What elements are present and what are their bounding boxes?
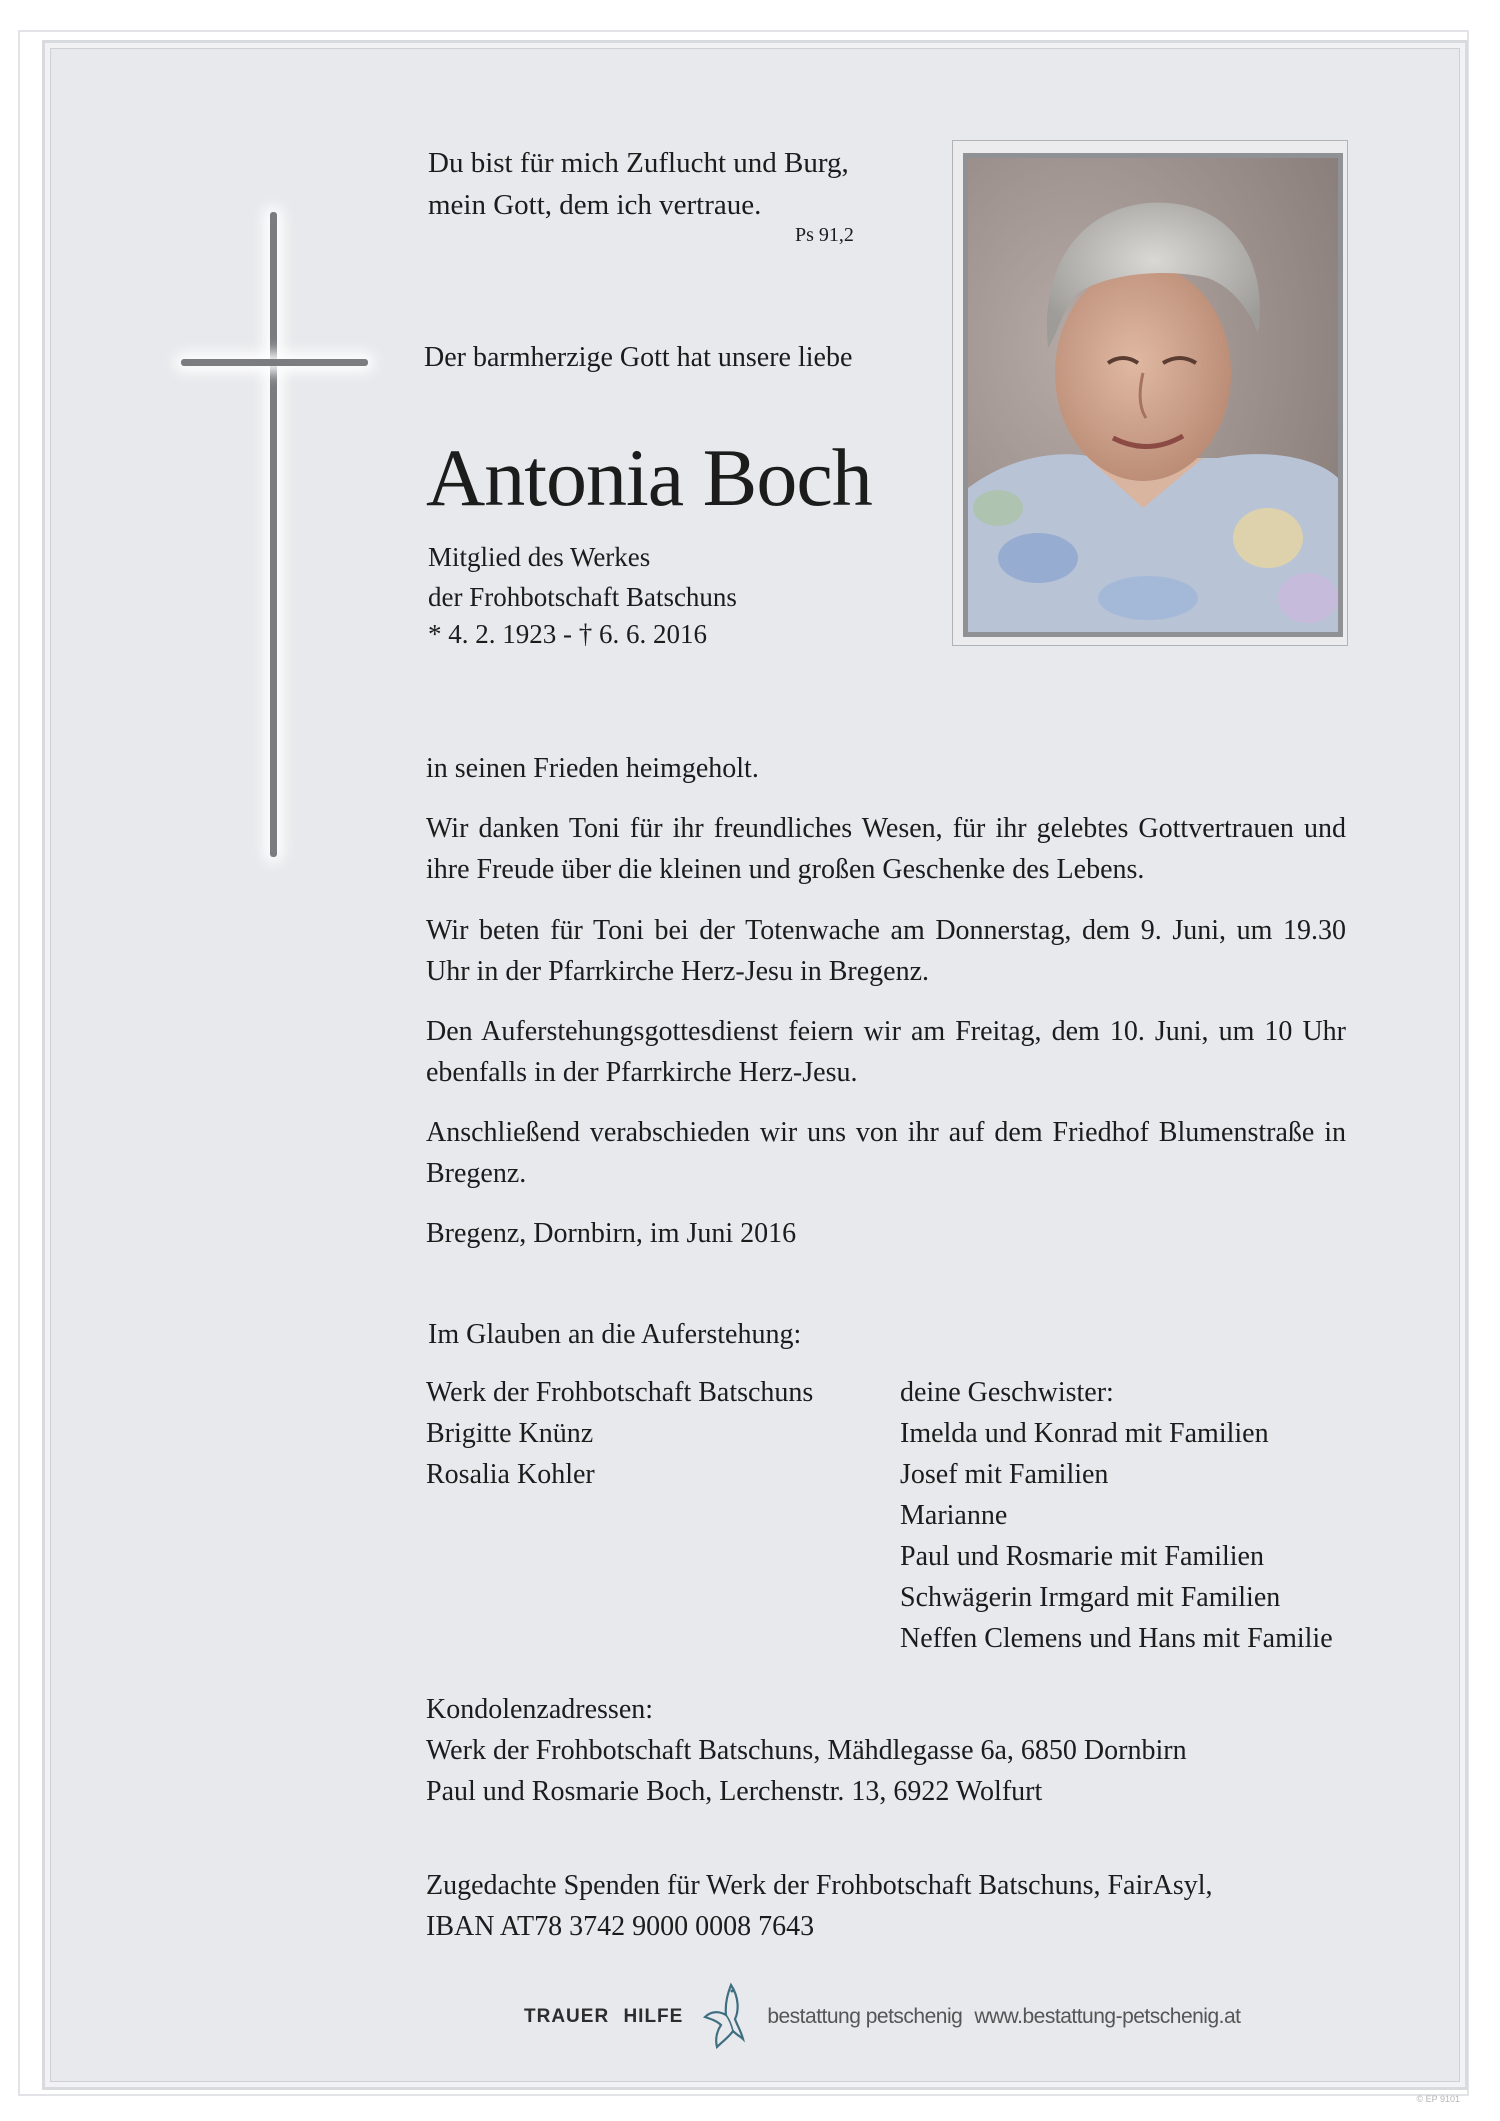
paragraph: Den Auferstehungsgottesdienst feiern wir am Freitag, dem 10. Juni, um 10 Uhr ebenfalls in der Pfarrkirche Herz-Jesu. (426, 1016, 1346, 1088)
company-url: www.bestattung-petschenig.at (974, 2005, 1241, 2028)
affiliation-line: der Frohbotschaft Batschuns (428, 582, 737, 612)
mourners-heading: Im Glauben an die Auferstehung: (428, 1319, 802, 1350)
intro-text: Der barmherzige Gott hat unsere liebe (424, 342, 853, 373)
footer (524, 1980, 1241, 2054)
mourner-entry: Neffen Clemens und Hans mit Familie (900, 1623, 1333, 1654)
paragraph: Anschließend verabschieden wir uns von ihr auf dem Friedhof Blumenstraße in Bregenz. (426, 1117, 1346, 1189)
portrait-frame (952, 140, 1348, 646)
mourner-entry: Brigitte Knünz (426, 1418, 594, 1449)
trauerhilfe-brand: TRAUER HILFE (524, 2006, 684, 2027)
condolence-addresses (426, 1689, 1187, 1812)
bible-quote (428, 142, 849, 226)
deceased-name: Antonia Boch (426, 432, 872, 523)
affiliation (428, 537, 737, 617)
mourner-entry: Paul und Rosmarie mit Familien (900, 1541, 1264, 1572)
company-name: bestattung petschenig (767, 2005, 963, 2028)
life-dates: * 4. 2. 1923 - † 6. 6. 2016 (428, 619, 707, 649)
mourner-entry: Josef mit Familien (900, 1459, 1109, 1490)
portrait-illustration (968, 158, 1338, 632)
mourners-left-column (426, 1372, 813, 1495)
paragraph: in seinen Frieden heimgeholt. (426, 753, 759, 784)
affiliation-line: Mitglied des Werkes (428, 542, 651, 572)
cross-icon-bar (181, 359, 368, 366)
paragraph: Wir danken Toni für ihr freundliches Wesen, für ihr gelebtes Gottvertrauen und ihre Freude über die kleinen und großen Geschenke des Lebens. (426, 813, 1346, 885)
dove-icon (701, 1981, 745, 2053)
quote-line: Du bist für mich Zuflucht und Burg, (428, 147, 849, 179)
mourner-entry: deine Geschwister: (900, 1377, 1114, 1408)
place-date: Bregenz, Dornbirn, im Juni 2016 (426, 1218, 797, 1249)
paragraph: Wir beten für Toni bei der Totenwache am Donnerstag, dem 9. Juni, um 19.30 Uhr in der Pfarrkirche Herz-Jesu in Bregenz. (426, 915, 1346, 987)
donation-info (426, 1865, 1213, 1947)
quote-line: mein Gott, dem ich vertraue. (428, 189, 762, 221)
mourner-entry: Imelda und Konrad mit Familien (900, 1418, 1269, 1449)
mourner-entry: Rosalia Kohler (426, 1459, 595, 1490)
donation-line: Zugedachte Spenden für Werk der Frohbotschaft Batschuns, FairAsyl, (426, 1870, 1213, 1901)
print-code: © EP 9101 (1416, 2094, 1460, 2104)
portrait-photo (963, 153, 1343, 637)
mourner-entry: Schwägerin Irmgard mit Familien (900, 1582, 1281, 1613)
condolence-address: Paul und Rosmarie Boch, Lerchenstr. 13, 6922 Wolfurt (426, 1776, 1043, 1807)
quote-reference: Ps 91,2 (795, 224, 854, 246)
cross-icon (270, 212, 277, 857)
mourners-right-column (900, 1372, 1333, 1659)
condolence-address: Werk der Frohbotschaft Batschuns, Mähdlegasse 6a, 6850 Dornbirn (426, 1735, 1187, 1766)
mourner-entry: Werk der Frohbotschaft Batschuns (426, 1377, 814, 1408)
mourner-entry: Marianne (900, 1500, 1008, 1531)
condolence-heading: Kondolenzadressen: (426, 1694, 654, 1725)
donation-iban: IBAN AT78 3742 9000 0008 7643 (426, 1911, 815, 1942)
